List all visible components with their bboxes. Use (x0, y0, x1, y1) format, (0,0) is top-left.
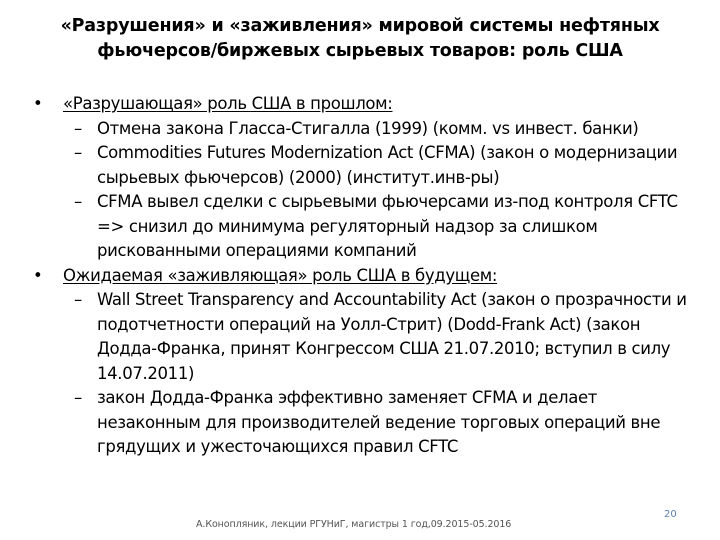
bullet-marker: • (33, 94, 43, 113)
sub-item-text: CFMA вывел сделки с сырьевыми фьючерсами из-под контроля CFTC => снизил до минимума регуляторный надзор за слишком рискованными операциями компаний (97, 192, 678, 260)
slide-title-line-1: «Разрушения» и «заживления» мировой системы нефтяных (60, 16, 660, 36)
sub-item-text: Wall Street Transparency and Accountability Act (закон о прозрачности и подотчетности операций на Уолл-Стрит) (Dodd-Frank Act) (закон Додда-Франка, принят Конгрессом США 21.07.2010; вступил в силу 14.07.2011) (97, 290, 687, 383)
sub-item (0, 117, 720, 142)
sub-item-text: Отмена закона Гласса-Стигалла (1999) (комм. vs инвест. банки) (97, 118, 639, 138)
dash-marker: – (74, 388, 82, 407)
slide-title-line-2: фьючерсов/биржевых сырьевых товаров: роль США (97, 41, 623, 61)
sub-item (0, 386, 720, 460)
dash-marker: – (74, 192, 82, 211)
sub-item-text: Commodities Futures Modernization Act (CFMA) (закон о модернизации сырьевых фьючерсов) (2000) (институт.инв-ры) (97, 143, 678, 187)
dash-marker: – (74, 290, 82, 309)
sub-item (0, 190, 720, 264)
bullet-marker: • (33, 265, 43, 285)
slide-title (0, 14, 720, 64)
dash-marker: – (74, 143, 82, 162)
page-number: 20 (664, 509, 677, 520)
sub-item (0, 288, 720, 386)
sub-item (0, 141, 720, 190)
slide-footer: А.Конопляник, лекции РГУНиГ, магистры 1 год,09.2015-05.2016 (196, 519, 512, 530)
bullet-item (0, 264, 720, 289)
sub-item-text: закон Додда-Франка эффективно заменяет CFMA и делает незаконным для производителей ведение торговых операций вне грядущих и ужесточающихся правил CFTC (97, 388, 661, 456)
slide-content (0, 92, 720, 460)
bullet-item (0, 92, 720, 117)
bullet-text: Ожидаемая «заживляющая» роль США в будущем: (63, 265, 498, 285)
dash-marker: – (74, 118, 82, 138)
bullet-text: «Разрушающая» роль США в прошлом: (63, 94, 393, 113)
